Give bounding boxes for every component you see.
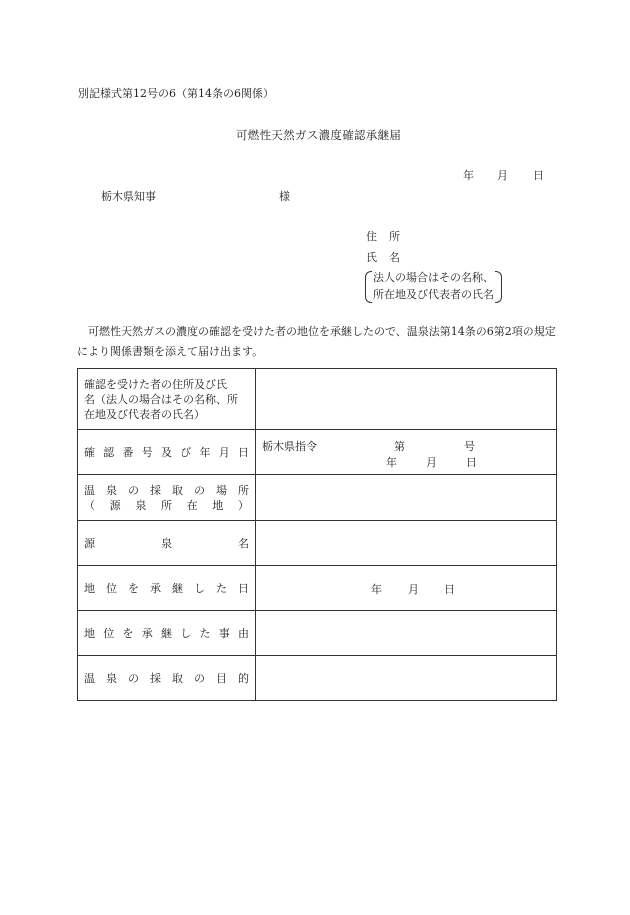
label-char: 位 xyxy=(103,627,115,640)
label-char: 地 xyxy=(84,627,95,640)
succession-reason-value[interactable] xyxy=(256,611,557,656)
label-char: 継 xyxy=(172,582,183,595)
table-row xyxy=(78,656,557,701)
table-row xyxy=(78,475,557,521)
succession-date-value[interactable] xyxy=(256,566,557,611)
addressee-honorific: 様 xyxy=(279,190,290,203)
label-line: 確認を受けた者の住所及び氏 xyxy=(84,377,227,391)
label-char: ） xyxy=(237,498,249,512)
date-month-label: 月 xyxy=(497,169,508,182)
table-row xyxy=(78,521,557,566)
label-char: 取 xyxy=(172,672,183,685)
label-char: 泉 xyxy=(106,672,117,685)
number-dai: 第 xyxy=(394,440,405,453)
date-day-label: 日 xyxy=(533,169,544,182)
source-name-label xyxy=(78,521,256,566)
label-char: 日 xyxy=(238,582,249,595)
label-char: び xyxy=(180,446,192,459)
label-char: の xyxy=(128,672,139,685)
label-char: （ xyxy=(84,498,95,512)
confirmed-person-value[interactable] xyxy=(256,369,557,430)
label-char: し xyxy=(194,582,205,595)
cert-day-label: 日 xyxy=(466,456,477,469)
label-char: 取 xyxy=(172,483,183,497)
number-go: 号 xyxy=(464,440,475,453)
label-char: 由 xyxy=(238,627,249,640)
label-char: 地 xyxy=(84,582,95,595)
extraction-location-label xyxy=(78,475,256,521)
applicant-address-label: 住所 xyxy=(366,230,412,243)
label-char: 泉 xyxy=(106,483,117,497)
label-char: の xyxy=(128,483,139,497)
addressee-name: 栃木県知事 xyxy=(101,190,156,203)
label-char: 番 xyxy=(122,446,134,459)
document-title: 可燃性天然ガス濃度確認承継届 xyxy=(236,128,402,142)
corporation-note xyxy=(365,269,502,303)
label-char: 場 xyxy=(216,483,227,497)
succession-day-label: 日 xyxy=(444,583,455,596)
declaration-text: 可燃性天然ガスの濃度の確認を受けた者の地位を承継したので、温泉法第14条の6第2項の規定により関係書類を添えて届け出ます。 xyxy=(77,325,556,358)
label-char: 源 xyxy=(84,537,95,550)
label-char: 日 xyxy=(238,446,249,459)
confirmed-person-label xyxy=(78,369,256,430)
succession-date-label xyxy=(78,566,256,611)
label-char: 位 xyxy=(106,582,117,595)
source-name-value[interactable] xyxy=(256,521,557,566)
label-char: 認 xyxy=(103,446,115,459)
label-char: の xyxy=(194,672,205,685)
table-row xyxy=(78,611,557,656)
label-line: 名（法人の場合はその名称、所 xyxy=(84,392,238,406)
label-char: 在 xyxy=(186,498,198,512)
corporation-note-line2: 所在地及び代表者の氏名 xyxy=(373,288,494,301)
label-char: 号 xyxy=(141,446,153,459)
table-row xyxy=(78,430,557,475)
extraction-purpose-value[interactable] xyxy=(256,656,557,701)
label-line: 在地及び代表者の氏名） xyxy=(84,407,205,421)
succession-reason-label xyxy=(78,611,256,656)
label-char: を xyxy=(128,582,139,595)
label-char: の xyxy=(194,483,205,497)
label-char: 源 xyxy=(109,498,121,512)
label-char: た xyxy=(216,582,227,595)
cert-month-label: 月 xyxy=(426,456,437,469)
label-char: 承 xyxy=(141,627,153,640)
label-char: 月 xyxy=(218,446,230,459)
confirmation-number-date-value[interactable] xyxy=(256,430,557,475)
cert-year-label: 年 xyxy=(386,456,397,469)
label-char: 継 xyxy=(161,627,172,640)
label-char: た xyxy=(199,627,211,640)
succession-year-label: 年 xyxy=(371,583,382,596)
label-char: 的 xyxy=(238,672,249,685)
succession-month-label: 月 xyxy=(408,583,419,596)
table-row xyxy=(78,369,557,430)
confirmation-number-date-label xyxy=(78,430,256,475)
label-char: 所 xyxy=(238,483,249,497)
label-char: 及 xyxy=(161,446,172,459)
date-year-label: 年 xyxy=(463,169,474,182)
succession-info-table xyxy=(77,368,557,701)
label-char: し xyxy=(180,627,192,640)
label-char: 泉 xyxy=(135,498,147,512)
label-char: 泉 xyxy=(161,537,172,550)
label-char: 採 xyxy=(150,672,161,685)
left-bracket xyxy=(365,271,372,303)
label-char: 目 xyxy=(216,672,227,685)
permit-prefix: 栃木県指令 xyxy=(262,440,317,453)
label-char: 名 xyxy=(238,537,249,550)
label-char: 採 xyxy=(150,483,161,497)
right-bracket xyxy=(495,271,502,303)
label-char: 確 xyxy=(84,446,95,459)
label-char: 温 xyxy=(84,483,95,497)
label-char: 年 xyxy=(199,446,211,459)
form-reference: 別記様式第12号の6（第14条の6関係） xyxy=(78,87,274,100)
label-char: 事 xyxy=(218,627,230,640)
label-char: 承 xyxy=(150,582,161,595)
label-char: 温 xyxy=(84,672,95,685)
extraction-location-value[interactable] xyxy=(256,475,557,521)
extraction-purpose-label xyxy=(78,656,256,701)
label-char: を xyxy=(122,627,134,640)
label-char: 所 xyxy=(160,498,172,512)
corporation-note-line1: 法人の場合はその名称、 xyxy=(373,271,494,284)
applicant-name-label: 氏名 xyxy=(366,251,412,264)
label-char: 地 xyxy=(212,498,224,512)
table-row xyxy=(78,566,557,611)
